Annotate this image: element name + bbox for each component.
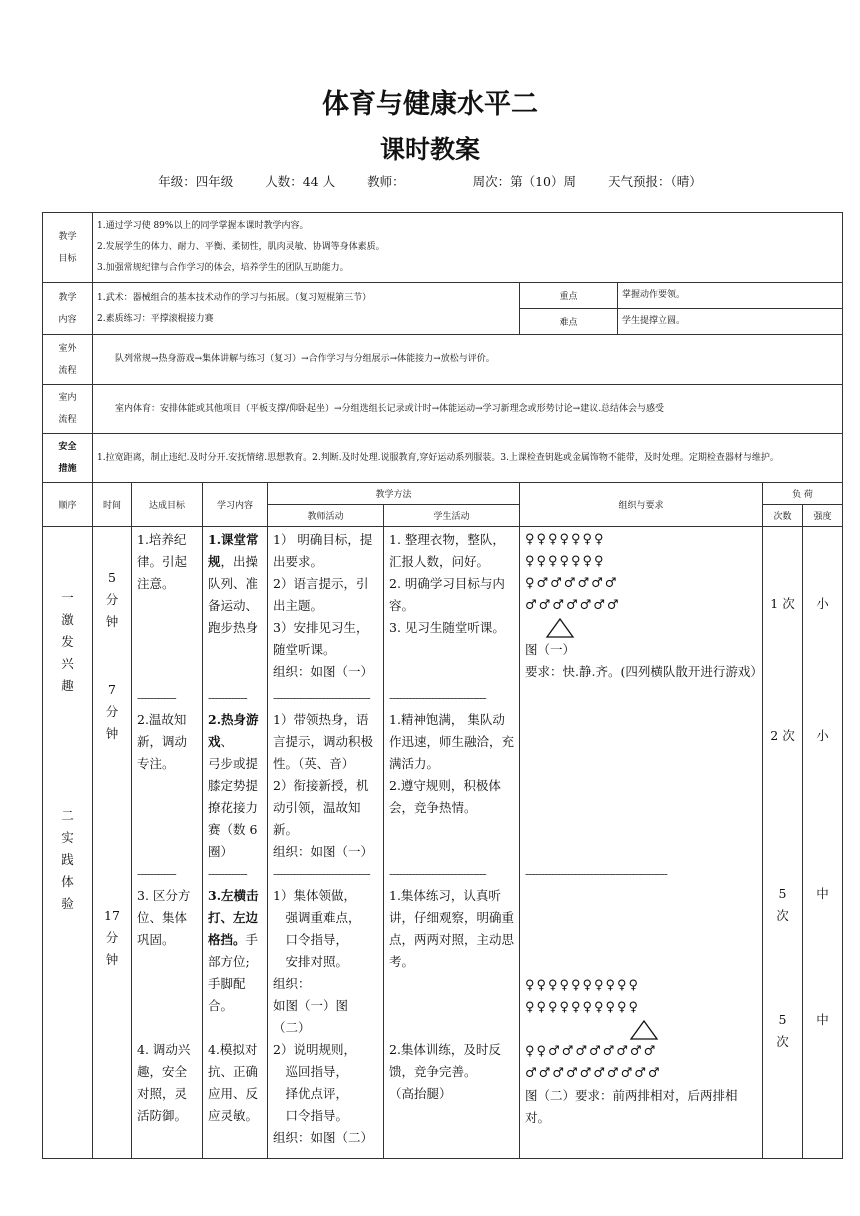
indoor-label: 室内 流程 [43,385,93,434]
stage-one: 一 激 发 兴 趣 [61,590,74,693]
key-point-label: 重点 [520,283,618,309]
safety-measures: 1.拉宽距离，制止违纪.及时分开.安抚情绪.思想教育。2.判断.及时处理.说服教育,穿好运动系列服装。3.上课检查钥匙或金属饰物不能带，及时处理。定期检查器材与维护。 [93,434,843,483]
figure-1-requirement: 要求：快.静.齐。(四列横队散开进行游戏） [525,664,763,679]
separator: ------------------------------ [389,866,486,881]
goal-3: 3. 区分方位、集体巩固。 [137,888,191,947]
safety-label: 安全 措施 [43,434,93,483]
load-times-4: 5 次 [776,1012,789,1049]
student-activity-2: 1.精神饱满， 集队动作迅速，师生融洽，充满活力。 2.遵守规则，积极体会，竞争热情。 [389,712,515,815]
student-activity-3: 1.集体练习，认真听讲，仔细观察，明确重点，两两对照，主动思考。 [389,888,515,969]
separator: ------------------------------ [273,690,370,705]
page-title: 体育与健康水平二 [322,89,538,120]
formation-figure-2: ♀♀♀♀♀♀♀♀♀♀ ♀♀♀♀♀♀♀♀♀♀ ♀♀♂♂♂♂♂♂♂♂ ♂♂♂♂♂♂♂♂♂♂ 图（二）要求：前两排相对，后两排相对。 [525,975,757,1129]
col-learn: 学习内容 [203,483,268,527]
student-activity-4: 2.集体训练，及时反馈，竞争完善。 （高抬腿） [389,1042,501,1101]
learn-2: 2.热身游戏、 弓步或提膝定势提撩花接力赛（数 6 圈） [208,712,259,859]
difficulty-value: 学生提撑立圆。 [618,309,843,335]
time-stage-1: 5 分 钟 [105,570,119,629]
teacher-activity-1: 1） 明确目标，提出要求。 2）语言提示，引出主题。 3）安排见习生，随堂听课。 组织：如图（一） [273,532,374,679]
content-list [93,283,520,335]
outdoor-flow: 队列常规→热身游戏→集体讲解与练习（复习）→合作学习与分组展示→体能接力→放松与评价。 [93,335,843,385]
teacher-info: 教师： [367,174,405,189]
separator: ------------ [208,690,247,705]
teacher-activity-4: 2）说明规则， 巡回指导， 择优点评， 口令指导。 组织：如图（二） [273,1042,374,1145]
objectives-label: 教学 目标 [43,213,93,283]
content-item: 2.素质练习：平撑滚棍接力赛 [97,313,214,324]
objectives-list [93,213,843,283]
col-time: 时间 [93,483,132,527]
page-subtitle: 课时教案 [379,135,480,164]
teacher-activity-3: 1）集体领做， 强调重难点， 口令指导， 安排对照。 组织： 如图（一）图（二） [273,888,361,1035]
goal-2: 2.温故知新，调动专注。 [137,712,188,771]
separator: ------------ [137,866,176,881]
figure-1-caption: 图（一） [525,642,576,657]
formation-figure-1: ♀♀♀♀♀♀♀ ♀♀♀♀♀♀♀ ♀♂♂♂♂♂♂ ♂♂♂♂♂♂♂ 图（一） 要求：快.静.齐。(四列横队散开进行游戏） [525,529,757,683]
learn-1: 1.课堂常规，出操队列、准备运动、跑步热身 [208,532,259,635]
col-load: 负 荷 [763,483,843,505]
col-method: 教学方法 [268,483,520,505]
learn-4: 4.模拟对抗、正确应用、反应灵敏。 [208,1042,259,1123]
goal-4: 4. 调动兴趣，安全对照，灵活防御。 [137,1042,191,1123]
time-stage-3: 17 分 钟 [104,908,120,967]
difficulty-label: 难点 [520,309,618,335]
learn-3: 3.左横击打、左边格挡。手部方位;手脚配合。 [208,888,259,1013]
separator: ------------------------------ [389,690,486,705]
separator: ------------ [137,690,176,705]
figure-2-caption: 图（二）要求：前两排相对，后两排相对。 [525,1088,738,1125]
col-intensity: 强度 [803,505,843,527]
teacher-triangle-icon [629,1019,659,1041]
col-times: 次数 [763,505,803,527]
key-point-value: 掌握动作要领。 [618,283,843,309]
weather-info: 天气预报：（晴） [608,174,702,189]
teacher-triangle-icon [545,617,575,639]
load-times-2: 2 次 [770,728,795,743]
load-intensity-3: 中 [816,886,829,901]
grade-info: 年级：四年级 [158,174,234,189]
student-activity-1: 1. 整理衣物，整队，汇报人数，问好。 2. 明确学习目标与内容。 3. 见习生随堂听课。 [389,532,505,635]
stage-two: 二 实 践 体 验 [61,808,74,911]
load-intensity-1: 小 [816,596,829,611]
time-stage-2: 7 分 钟 [105,682,119,741]
load-times-1: 1 次 [770,596,795,611]
separator: -------------------------------------------- [525,866,667,881]
outdoor-label: 室外 流程 [43,335,93,385]
load-intensity-2: 小 [816,728,829,743]
teacher-activity-2: 1）带领热身，语言提示，调动积极性。（英、音） 2）衔接新授，机动引领，温故知新。 组织：如图（一） [273,712,374,859]
content-label: 教学 内容 [43,283,93,335]
col-goal: 达成目标 [132,483,203,527]
goal-1: 1.培养纪律。引起注意。 [137,532,188,591]
col-order: 顺序 [43,483,93,527]
content-item: 1.武术：器械组合的基本技术动作的学习与拓展。（复习短棍第三节） [97,292,372,303]
count-info: 人数：44 人 [265,174,336,189]
objective-item: 2.发展学生的体力、耐力、平衡、柔韧性，肌肉灵敏、协调等身体素质。 [97,242,385,252]
col-student-activity: 学生活动 [384,505,520,527]
week-info: 周次：第（10）周 [472,174,577,189]
separator: ------------ [208,866,247,881]
col-org: 组织与要求 [520,483,763,527]
load-intensity-4: 中 [816,1012,829,1027]
col-teacher-activity: 教师活动 [268,505,384,527]
load-times-3: 5 次 [776,886,789,923]
lesson-plan-table [42,212,843,1159]
objective-item: 1.通过学习使 89%以上的同学掌握本课时教学内容。 [97,221,309,231]
lesson-info [0,172,860,190]
indoor-flow: 室内体育：安排体能或其他项目（平板支撑/仰卧起坐）→分组选组长记录或计时→体能运动→学习新理念或形势讨论→建议.总结体会与感受 [93,385,843,434]
objective-item: 3.加强常规纪律与合作学习的体会，培养学生的团队互助能力。 [97,263,349,273]
separator: ------------------------------ [273,866,370,881]
